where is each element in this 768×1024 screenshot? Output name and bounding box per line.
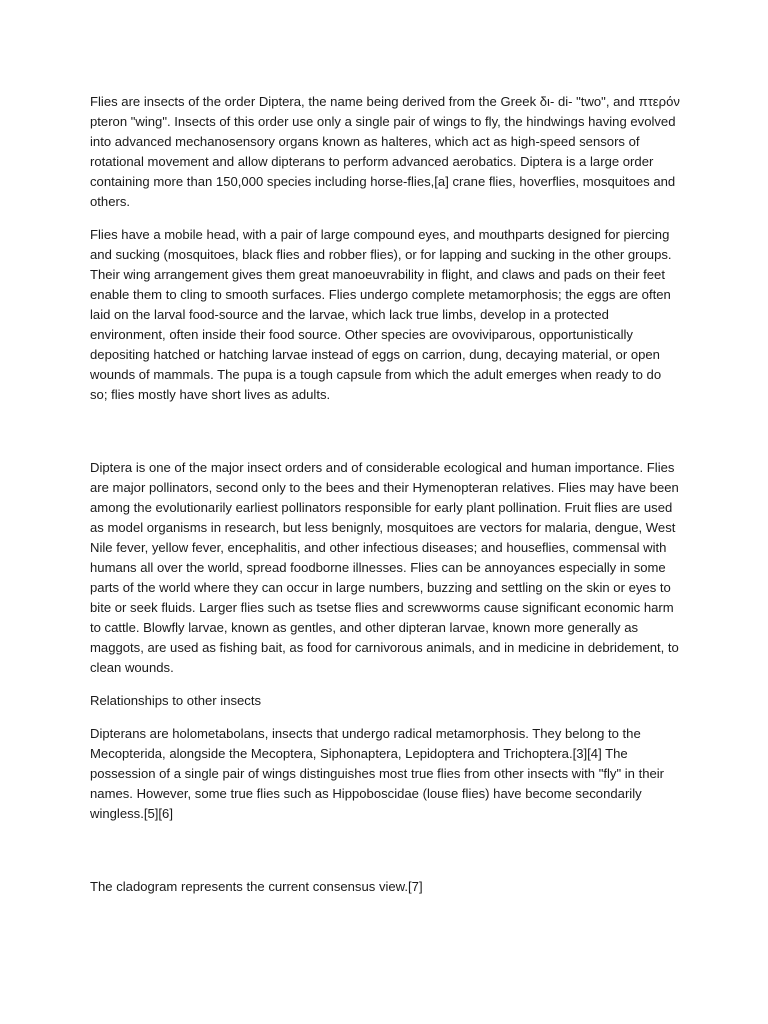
paragraph-ecological-importance: Diptera is one of the major insect orders and of considerable ecological and human importance. Flies are major pollinators, second only to the bees and their Hymenopteran relatives. Flies may have been among the evolutionarily earliest pollinators responsible for early plant pollination. Fruit flies are used as model organisms in research, but less benignly, mosquitoes are vectors for malaria, dengue, West Nile fever, yellow fever, encephalitis, and other infectious diseases; and houseflies, commensal with humans all over the world, spread foodborne illnesses. Flies can be annoyances especially in some parts of the world where they can occur in large numbers, buzzing and settling on the skin or eyes to bite or seek fluids. Larger flies such as tsetse flies and screwworms cause significant economic harm to cattle. Blowfly larvae, known as gentles, and other dipteran larvae, known more generally as maggots, are used as fishing bait, as food for carnivorous animals, and in medicine in debridement, to clean wounds. bbox=[90, 460, 679, 675]
paragraph-cladogram: The cladogram represents the current consensus view.[7] bbox=[90, 879, 423, 894]
paragraph-holometabolans: Dipterans are holometabolans, insects that undergo radical metamorphosis. They belong to the Mecopterida, alongside the Mecoptera, Siphonaptera, Lepidoptera and Trichoptera.[3][4] The possession of a single pair of wings distinguishes most true flies from other insects with "fly" in their names. However, some true flies such as Hippoboscidae (louse flies) have become secondarily wingless.[5][6] bbox=[90, 726, 665, 821]
paragraph-diptera-intro: Flies are insects of the order Diptera, the name being derived from the Greek δι- di- "two", and πτερόν pteron "wing". Insects of this order use only a single pair of wings to fly, the hindwings having evolved into advanced mechanosensory organs known as halteres, which act as high-speed sensors of rotational movement and allow dipterans to perform advanced aerobatics. Diptera is a large order containing more than 150,000 species including horse-flies,[a] crane flies, hoverflies, mosquitoes and others. bbox=[90, 94, 680, 209]
paragraph-fly-anatomy: Flies have a mobile head, with a pair of large compound eyes, and mouthparts designed for piercing and sucking (mosquitoes, black flies and robber flies), or for lapping and sucking in the other groups. Their wing arrangement gives them great manoeuvrability in flight, and claws and pads on their feet enable them to cling to smooth surfaces. Flies undergo complete metamorphosis; the eggs are often laid on the larval food-source and the larvae, which lack true limbs, develop in a protected environment, often inside their food source. Other species are ovoviviparous, opportunistically depositing hatched or hatching larvae instead of eggs on carrion, dung, decaying material, or open wounds of mammals. The pupa is a tough capsule from which the adult emerges when ready to do so; flies mostly have short lives as adults. bbox=[90, 227, 672, 402]
document-page bbox=[90, 92, 680, 897]
section-heading-relationships: Relationships to other insects bbox=[90, 693, 262, 708]
